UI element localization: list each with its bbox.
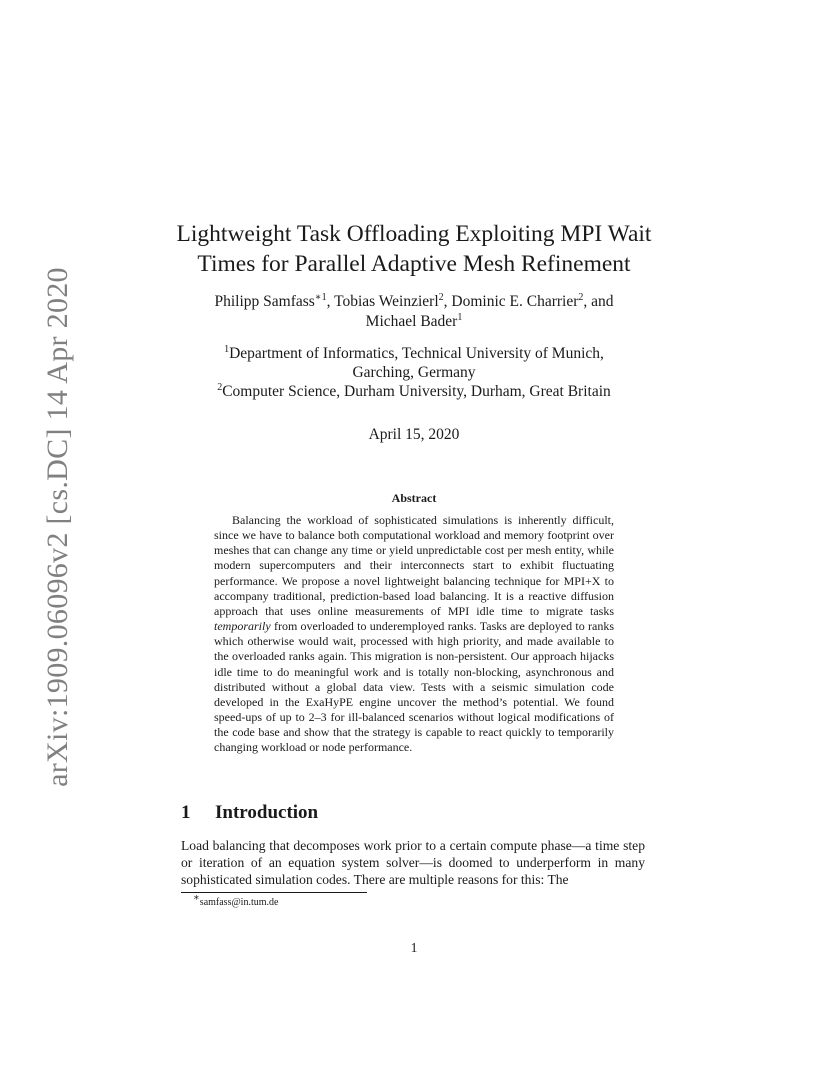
affiliation-text: Department of Informatics, Technical University of Munich, xyxy=(229,345,604,362)
section-heading xyxy=(181,800,318,826)
author-affiliation-mark: ∗1 xyxy=(314,291,327,303)
author-separator: , xyxy=(326,293,335,310)
footnote-divider xyxy=(181,892,367,893)
affiliation-list xyxy=(150,344,678,401)
abstract-text xyxy=(214,513,614,756)
footnote-email: samfass@in.tum.de xyxy=(199,897,279,908)
affiliation xyxy=(150,344,678,363)
author-name: Michael Bader xyxy=(365,313,458,330)
affiliation-mark: 2 xyxy=(217,381,223,393)
paper-title xyxy=(150,219,678,279)
author-name: Tobias Weinzierl xyxy=(334,293,439,310)
author-affiliation-mark: 1 xyxy=(457,311,463,323)
section-title: Introduction xyxy=(215,802,319,823)
author-affiliation-mark: 2 xyxy=(578,291,584,303)
arxiv-identifier: arXiv:1909.06096v2 [cs.DC] 14 Apr 2020 xyxy=(41,267,74,787)
affiliation xyxy=(150,382,678,401)
author-name: Philipp Samfass xyxy=(214,293,315,310)
affiliation-mark: 1 xyxy=(224,343,230,355)
page-number: 1 xyxy=(410,940,418,955)
affiliation-text: Computer Science, Durham University, Durham, Great Britain xyxy=(222,383,611,400)
author-list xyxy=(150,292,678,332)
abstract-heading: Abstract xyxy=(391,491,437,505)
footnote xyxy=(193,892,279,909)
title-line-2: Times for Parallel Adaptive Mesh Refinement xyxy=(197,251,631,277)
author-separator: , xyxy=(443,293,452,310)
section-body-text: Load balancing that decomposes work prior to a certain compute phase—a time step or iteration of an equation system solver—is doomed to underperform in many sophisticated simulation codes. There are multiple reasons for this: The xyxy=(181,838,645,887)
paper-date: April 15, 2020 xyxy=(368,426,460,443)
title-line-1: Lightweight Task Offloading Exploiting MPI Wait xyxy=(176,221,652,247)
footnote-mark: ∗ xyxy=(193,892,200,904)
author-name: Dominic E. Charrier xyxy=(451,293,579,310)
author-line-2 xyxy=(150,312,678,332)
section-number: 1 xyxy=(181,802,191,823)
abstract-text-part: from overloaded to underemployed ranks. Tasks are deployed to ranks which otherwise would wait, processed with high priority, and made available to the overloaded ranks again. This migration is non-persistent. Our approach hijacks idle time to do meaningful work and is totally non-blocking, asynchronous and distributed without a global data view. Tests with a seismic simulation code developed in the ExaHyPE engine uncover the method’s potential. We found speed-ups of up to 2–3 for ill-balanced scenarios without logical modifications of the code base and show that the strategy is capable to react quickly to temporarily changing workload or node performance. xyxy=(214,619,614,755)
abstract-text-part: Balancing the workload of sophisticated simulations is inherently difficult, since we have to balance both computational workload and memory footprint over meshes that can change any time or yield unpredictable cost per mesh entity, while modern supercomputers and their interconnects start to exhibit fluctuating performance. We propose a novel lightweight balancing technique for MPI+X to accompany traditional, prediction-based load balancing. It is a reactive diffusion approach that uses online measurements of MPI idle time to migrate tasks xyxy=(214,513,614,618)
affiliation-continuation: Garching, Germany xyxy=(352,364,476,381)
author-affiliation-mark: 2 xyxy=(438,291,444,303)
author-line-1 xyxy=(150,292,678,312)
abstract-emphasis: temporarily xyxy=(214,619,271,634)
author-separator: , and xyxy=(583,293,614,310)
